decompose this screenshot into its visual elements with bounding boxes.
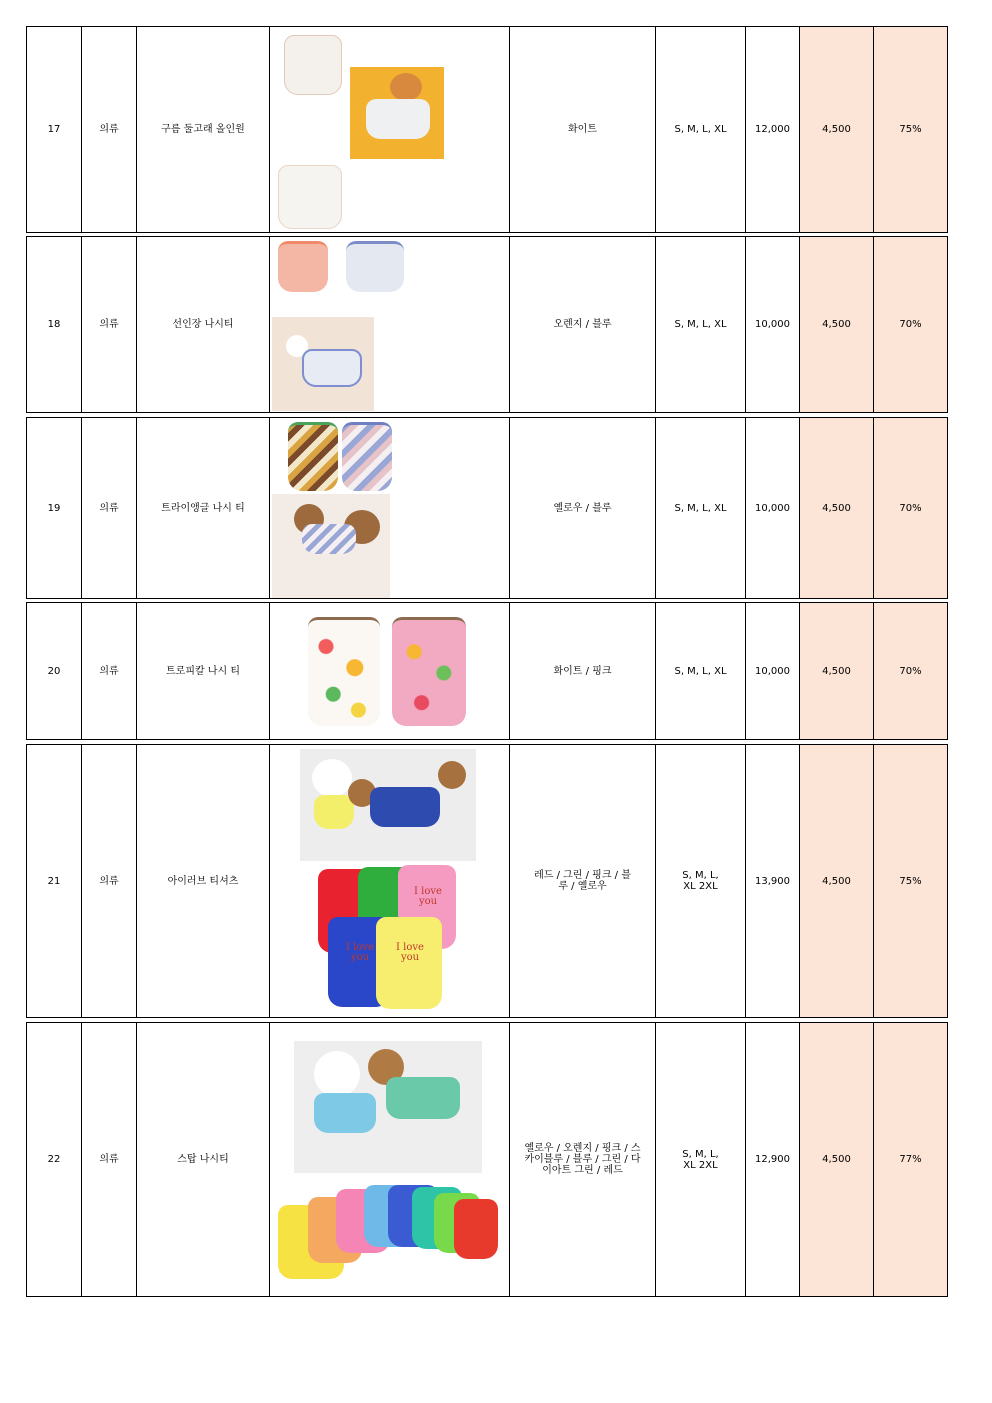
color-options: 화이트 / 핑크 <box>510 603 656 740</box>
dog-photo <box>300 749 476 861</box>
product-name: 트라이앵글 나시 티 <box>137 418 270 599</box>
dog-photo <box>272 317 374 411</box>
product-image <box>270 1023 510 1297</box>
price: 13,900 <box>746 745 800 1018</box>
product-image <box>270 603 510 740</box>
table-row <box>26 602 948 740</box>
table-row <box>26 744 948 1018</box>
blue-cactus-shirt <box>346 241 404 292</box>
white-tropical-shirt <box>308 617 380 726</box>
white-jumpsuit-flat <box>284 35 342 95</box>
rate: 70% <box>874 237 948 413</box>
price: 10,000 <box>746 418 800 599</box>
yellow-shirt <box>376 917 442 1009</box>
category: 의류 <box>82 603 137 740</box>
rate: 75% <box>874 27 948 233</box>
red-shirt <box>454 1199 498 1259</box>
color-options: 오렌지 / 블루 <box>510 237 656 413</box>
row-number: 21 <box>27 745 82 1018</box>
row-number: 18 <box>27 237 82 413</box>
sizes: S, M, L, XL <box>656 603 746 740</box>
row-number: 22 <box>27 1023 82 1297</box>
yellow-triangle-shirt <box>288 422 338 491</box>
sizes: S, M, L, XL <box>656 418 746 599</box>
rate: 70% <box>874 418 948 599</box>
dog-photo <box>294 1041 482 1173</box>
cost: 4,500 <box>800 745 874 1018</box>
row-number: 17 <box>27 27 82 233</box>
product-image <box>270 237 510 413</box>
table-row <box>26 417 948 599</box>
category: 의류 <box>82 237 137 413</box>
price: 12,000 <box>746 27 800 233</box>
cost: 4,500 <box>800 27 874 233</box>
sizes: S, M, L, XL <box>656 27 746 233</box>
table-row <box>26 236 948 413</box>
category: 의류 <box>82 1023 137 1297</box>
product-name: 트로피칼 나시 티 <box>137 603 270 740</box>
row-number: 19 <box>27 418 82 599</box>
table-row <box>26 26 948 233</box>
color-options: 레드 / 그린 / 핑크 / 블루 / 옐로우 <box>510 745 656 1018</box>
price: 12,900 <box>746 1023 800 1297</box>
cost: 4,500 <box>800 418 874 599</box>
dog-photo <box>272 494 390 598</box>
shirt-print: I love you <box>414 886 442 907</box>
category: 의류 <box>82 27 137 233</box>
price: 10,000 <box>746 603 800 740</box>
product-image <box>270 745 510 1018</box>
cost: 4,500 <box>800 1023 874 1297</box>
product-image <box>270 27 510 233</box>
rate: 75% <box>874 745 948 1018</box>
row-number: 20 <box>27 603 82 740</box>
sizes: S, M, L, XL <box>656 237 746 413</box>
sizes: S, M, L, XL 2XL <box>656 1023 746 1297</box>
cost: 4,500 <box>800 603 874 740</box>
shirt-print: I love you <box>396 942 424 963</box>
pink-tropical-shirt <box>392 617 466 726</box>
color-options: 옐로우 / 블루 <box>510 418 656 599</box>
price: 10,000 <box>746 237 800 413</box>
shirt-print: I love you <box>346 942 374 963</box>
cost: 4,500 <box>800 237 874 413</box>
product-name: 스탑 나시티 <box>137 1023 270 1297</box>
category: 의류 <box>82 418 137 599</box>
product-name: 선인장 나시티 <box>137 237 270 413</box>
rate: 77% <box>874 1023 948 1297</box>
table-row <box>26 1022 948 1297</box>
color-options: 옐로우 / 오렌지 / 핑크 / 스카이블루 / 블루 / 그린 / 다이아트 그린 / 레드 <box>510 1023 656 1297</box>
dog-photo <box>350 67 444 159</box>
blue-triangle-shirt <box>342 422 392 491</box>
category: 의류 <box>82 745 137 1018</box>
product-name: 아이러브 티셔츠 <box>137 745 270 1018</box>
color-options: 화이트 <box>510 27 656 233</box>
product-name: 구름 둘고래 올인원 <box>137 27 270 233</box>
rate: 70% <box>874 603 948 740</box>
product-image <box>270 418 510 599</box>
sizes: S, M, L, XL 2XL <box>656 745 746 1018</box>
white-jumpsuit-flat <box>278 165 342 229</box>
orange-cactus-shirt <box>278 241 328 292</box>
